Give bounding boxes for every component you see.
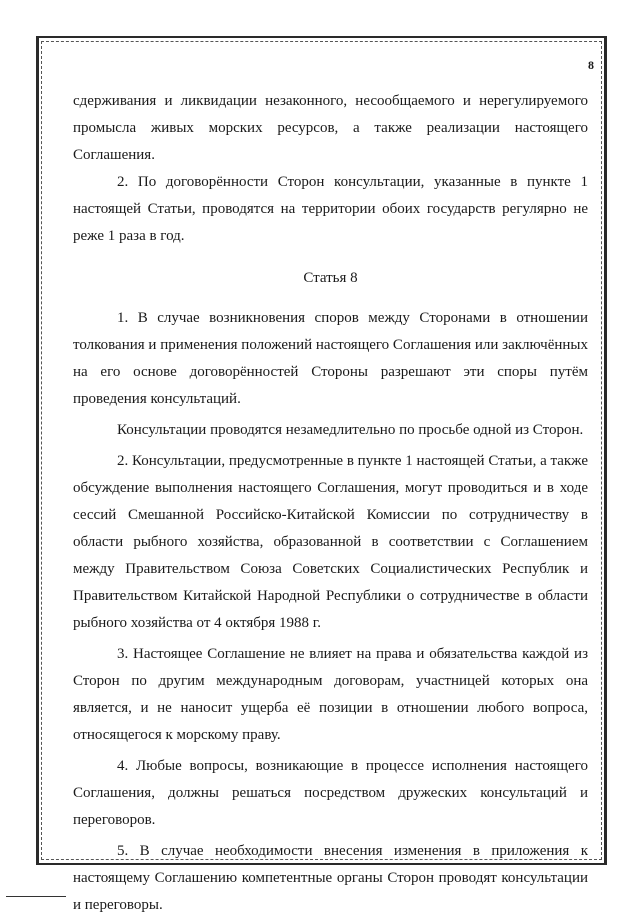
- paragraph-clause-2: 2. По договорённости Сторон консультации, указанные в пункте 1 настоящей Статьи, проводятся на территории обоих государств регулярно не реже 1 раза в год.: [73, 174, 588, 244]
- document-body: [73, 88, 588, 919]
- article-clause-5: 5. В случае необходимости внесения изменения в приложения к настоящему Соглашению компетентные органы Сторон проводят консультации и переговоры.: [73, 843, 588, 913]
- article-clause-1-note: Консультации проводятся незамедлительно по просьбе одной из Сторон.: [117, 422, 584, 438]
- article-clause-2: 2. Консультации, предусмотренные в пункте 1 настоящей Статьи, а также обсуждение выполнения настоящего Соглашения, могут проводиться и в ходе сессий Смешанной Российско-Китайской Комиссии по сотрудничеству в области рыбного хозяйства, образованной в соответствии с Соглашением между Правительством Союза Советских Социалистических Республик и Правительством Китайской Народной Республики о сотрудничестве в области рыбного хозяйства от 4 октября 1988 г.: [73, 453, 588, 631]
- article-clause-3: 3. Настоящее Соглашение не влияет на права и обязательства каждой из Сторон по другим международным договорам, участницей которых она является, и не наносит ущерба её позиции в отношении любого вопроса, относящегося к морскому праву.: [73, 646, 588, 743]
- paragraph-continuation: сдерживания и ликвидации незаконного, несообщаемого и нерегулируемого промысла живых морских ресурсов, а также реализации настоящего Соглашения.: [73, 93, 588, 163]
- page-number: 8: [588, 58, 594, 72]
- article-clause-1: 1. В случае возникновения споров между Сторонами в отношении толкования и применения положений настоящего Соглашения или заключённых на его основе договорённостей Стороны разрешают эти споры путём проведения консультаций.: [73, 310, 589, 407]
- scan-edge-line: [6, 896, 66, 897]
- article-heading: Статья 8: [303, 270, 358, 286]
- article-clause-4: 4. Любые вопросы, возникающие в процессе исполнения настоящего Соглашения, должны решаться посредством дружеских консультаций и переговоров.: [73, 758, 588, 828]
